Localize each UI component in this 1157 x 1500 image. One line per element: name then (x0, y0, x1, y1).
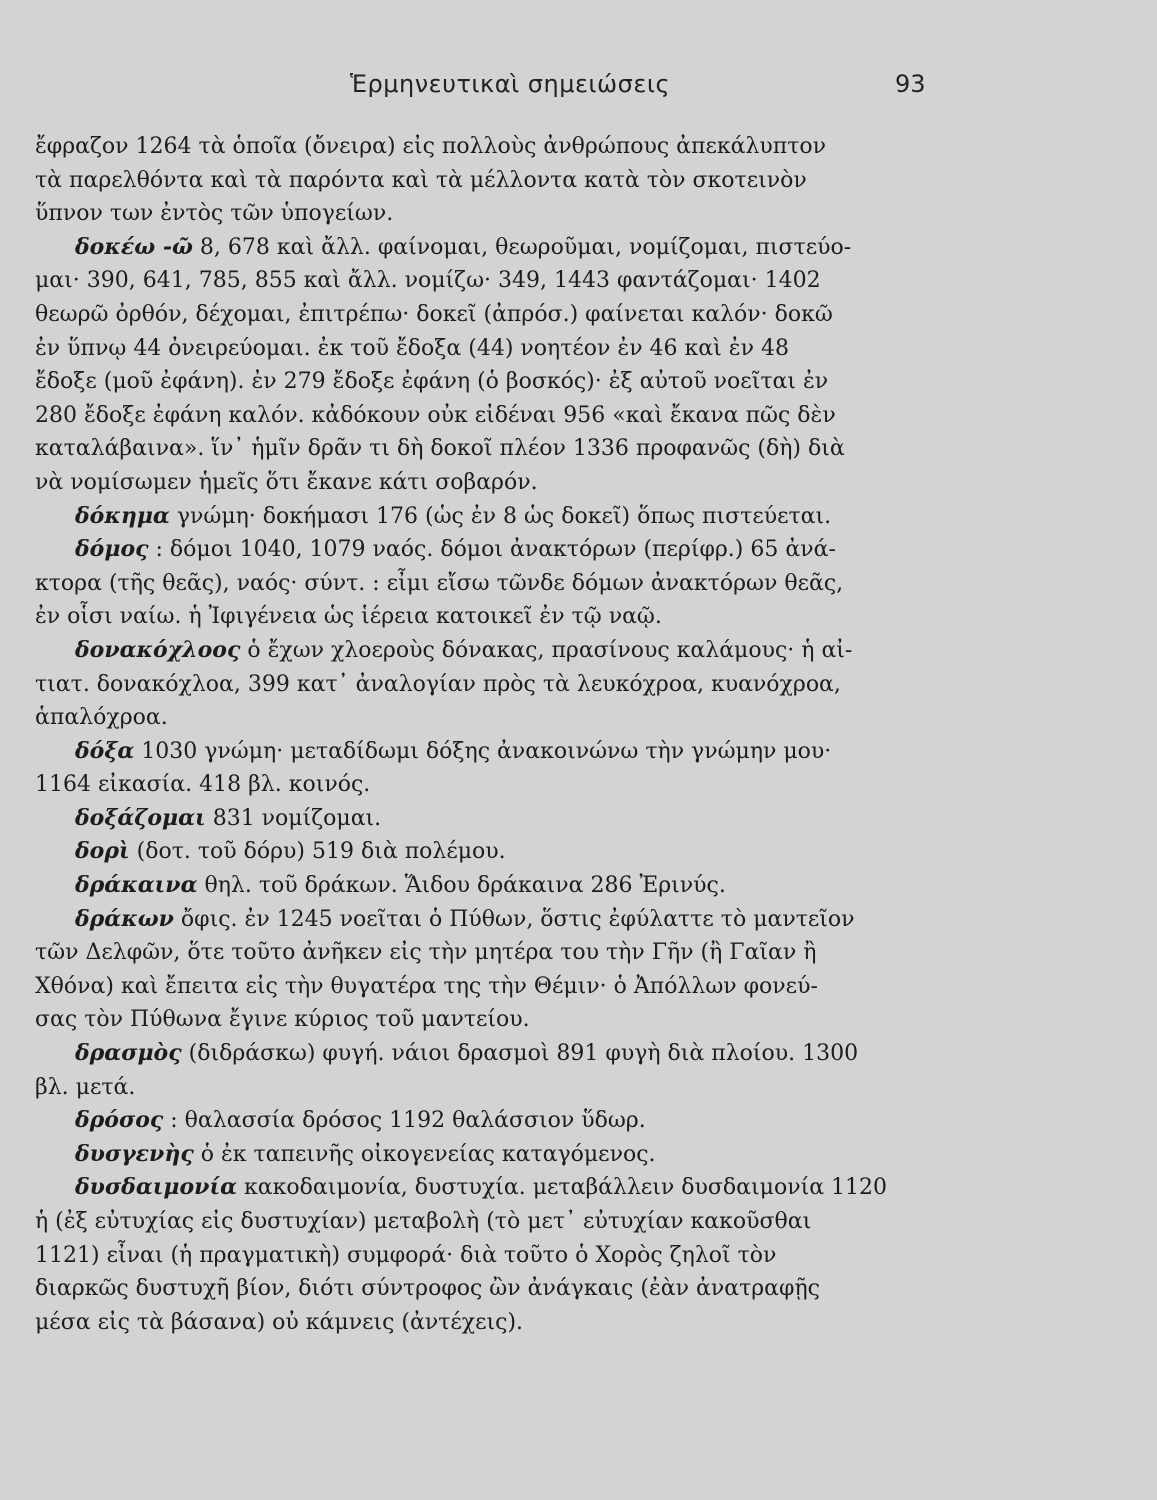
text-line (35, 668, 970, 702)
text-line (35, 768, 970, 802)
text-line (35, 399, 970, 433)
entry-headword: δράκαινα (75, 872, 198, 899)
line-text: ἐν ὕπνῳ 44 ὀνειρεύομαι. ἐκ τοῦ ἔδοξα (44) νοητέον ἐν 46 καὶ ἐν 48 (35, 335, 789, 361)
text-line (35, 1205, 970, 1239)
line-text: ὁ ἔχων χλοεροὺς δόνακας, πρασίνους καλάμους· ἡ αἰ- (240, 637, 853, 663)
line-text: ἡ (ἐξ εὐτυχίας εἰς δυστυχίαν) μεταβολὴ (τὸ μετ᾽ εὐτυχίαν κακοῦσθαι (35, 1209, 812, 1234)
line-text: ἁπαλόχροα. (35, 705, 168, 731)
line-text: ὁ ἐκ ταπεινῆς οἰκογενείας καταγόμενος. (193, 1141, 656, 1167)
line-text: καταλάβαινα». ἵν᾽ ἡμῖν δρᾶν τι δὴ δοκοῖ πλέον 1336 προφανῶς (δὴ) διὰ (35, 436, 845, 462)
text-line (35, 1104, 970, 1138)
line-text: βλ. μετά. (35, 1074, 136, 1100)
line-text: 1030 γνώμη· μεταδίδωμι δόξης ἀνακοινώνω τὴν γνώμην μου· (134, 738, 832, 764)
line-text: θεωρῶ ὀρθόν, δέχομαι, ἐπιτρέπω· δοκεῖ (ἀπρόσ.) φαίνεται καλόν· δοκῶ (35, 301, 833, 327)
text-line (35, 701, 970, 735)
line-text: γνώμη· δοκήμασι 176 (ὡς ἐν 8 ὡς δοκεῖ) ὅπως πιστεύεται. (169, 503, 832, 529)
text-line (35, 466, 970, 500)
text-line (35, 130, 970, 164)
text-line (35, 802, 970, 836)
line-text: κτορα (τῆς θεᾶς), ναός· σύντ. : εἶμι εἴσω τῶνδε δόμων ἀνακτόρων θεᾶς, (35, 570, 844, 596)
page-number: 93 (895, 70, 926, 98)
line-text: ὄφις. ἐν 1245 νοεῖται ὁ Πύθων, ὅστις ἐφύλαττε τὸ μαντεῖον (173, 906, 855, 932)
text-line (35, 1272, 970, 1306)
text-line (35, 567, 970, 601)
text-line (35, 500, 970, 534)
line-text: (δοτ. τοῦ δόρυ) 519 διὰ πολέμου. (129, 839, 506, 865)
line-text: ἔδοξε (μοῦ ἐφάνη). ἐν 279 ἔδοξε ἐφάνη (ὁ βοσκός)· ἐξ αὐτοῦ νοεῖται ἐν (35, 369, 829, 395)
line-text: τιατ. δονακόχλοα, 399 κατ᾽ ἀναλογίαν πρὸς τὰ λευκόχροα, κυανόχροα, (35, 671, 841, 697)
line-text: : δόμοι 1040, 1079 ναός. δόμοι ἀνακτόρων (περίφρ.) 65 ἀνά- (148, 537, 836, 563)
text-line (35, 970, 970, 1004)
text-line (35, 432, 970, 466)
line-text: 280 ἔδοξε ἐφάνη καλόν. κἀδόκουν οὐκ εἰδέναι 956 «καὶ ἔκανα πῶς δὲν (35, 402, 836, 428)
line-text: τῶν Δελφῶν, ὅτε τοῦτο ἀνῆκεν εἰς τὴν μητέρα του τὴν Γῆν (ἢ Γαῖαν ἢ (35, 940, 817, 966)
line-text: 1164 εἰκασία. 418 βλ. κοινός. (35, 772, 371, 798)
text-line (35, 936, 970, 970)
text-line (35, 1003, 970, 1037)
entry-headword: δόξα (75, 737, 135, 764)
line-text: (διδράσκω) φυγή. νάιοι δρασμοὶ 891 φυγὴ διὰ πλοίου. 1300 (181, 1041, 859, 1067)
entry-headword: δόκημα (75, 502, 170, 529)
text-line (35, 533, 970, 567)
entry-headword: δρασμὸς (75, 1040, 182, 1067)
line-text: : θαλασσία δρόσος 1192 θαλάσσιον ὕδωρ. (163, 1108, 646, 1134)
text-line (35, 869, 970, 903)
line-text: νὰ νομίσωμεν ἡμεῖς ὅτι ἔκανε κάτι σοβαρόν. (35, 469, 538, 495)
line-text: μαι· 390, 641, 785, 855 καὶ ἄλλ. νομίζω· 349, 1443 φαντάζομαι· 1402 (35, 268, 821, 294)
line-text: σας τὸν Πύθωνα ἔγινε κύριος τοῦ μαντείου. (35, 1007, 530, 1033)
line-text: 8, 678 καὶ ἄλλ. φαίνομαι, θεωροῦμαι, νομίζομαι, πιστεύο- (192, 234, 852, 260)
text-line (35, 298, 970, 332)
entry-headword: δορὶ (75, 838, 130, 865)
line-text: μέσα εἰς τὰ βάσανα) οὐ κάμνεις (ἀντέχεις). (35, 1309, 524, 1335)
text-line (35, 1138, 970, 1172)
line-text: ἔφραζον 1264 τὰ ὁποῖα (ὄνειρα) εἰς πολλοὺς ἀνθρώπους ἀπεκάλυπτον (35, 134, 827, 159)
line-text: τὰ παρελθόντα καὶ τὰ παρόντα καὶ τὰ μέλλοντα κατὰ τὸν σκοτεινὸν (35, 167, 807, 193)
line-text: ἐν οἷσι ναίω. ἡ Ἰφιγένεια ὡς ἱέρεια κατοικεῖ ἐν τῷ ναῷ. (35, 604, 662, 630)
text-line (35, 1306, 970, 1340)
text-line (35, 835, 970, 869)
entry-headword: δράκων (75, 905, 174, 932)
entry-headword: δυσδαιμονία (75, 1174, 238, 1201)
text-line (35, 634, 970, 668)
entry-headword: δοκέω -ῶ (75, 233, 193, 260)
text-line (35, 903, 970, 937)
text-line (35, 197, 970, 231)
line-text: θηλ. τοῦ δράκων. Ἅιδου δράκαινα 286 Ἐρινύς. (197, 873, 726, 899)
line-text: διαρκῶς δυστυχῆ βίον, διότι σύντροφος ὢν ἀνάγκαις (ἐὰν ἀνατραφῇς (35, 1276, 820, 1302)
glossary-text (35, 130, 970, 1339)
line-text: Χθόνα) καὶ ἔπειτα εἰς τὴν θυγατέρα της τὴν Θέμιν· ὁ Ἀπόλλων φονεύ- (35, 973, 818, 999)
text-line (35, 164, 970, 198)
text-line (35, 735, 970, 769)
text-line (35, 264, 970, 298)
text-line (35, 600, 970, 634)
running-title: Ἑρμηνευτικαὶ σημειώσεις (349, 70, 671, 98)
text-line (35, 332, 970, 366)
entry-headword: δόμος (75, 536, 149, 563)
entry-headword: δρόσος (75, 1107, 164, 1134)
entry-headword: δονακόχλοος (75, 636, 241, 663)
line-text: κακοδαιμονία, δυστυχία. μεταβάλλειν δυσδαιμονία 1120 (237, 1175, 888, 1201)
entry-headword: δυσγενὴς (75, 1140, 194, 1167)
text-line (35, 1037, 970, 1071)
entry-headword: δοξάζομαι (75, 804, 206, 831)
text-line (35, 1239, 970, 1273)
text-line (35, 231, 970, 265)
text-line (35, 365, 970, 399)
line-text: 1121) εἶναι (ἡ πραγματικὴ) συμφορά· διὰ τοῦτο ὁ Χορὸς ζηλοῖ τὸν (35, 1242, 777, 1268)
text-line (35, 1171, 970, 1205)
line-text: ὕπνον των ἐντὸς τῶν ὑπογείων. (35, 201, 394, 227)
line-text: 831 νομίζομαι. (205, 805, 382, 831)
text-line (35, 1071, 970, 1105)
